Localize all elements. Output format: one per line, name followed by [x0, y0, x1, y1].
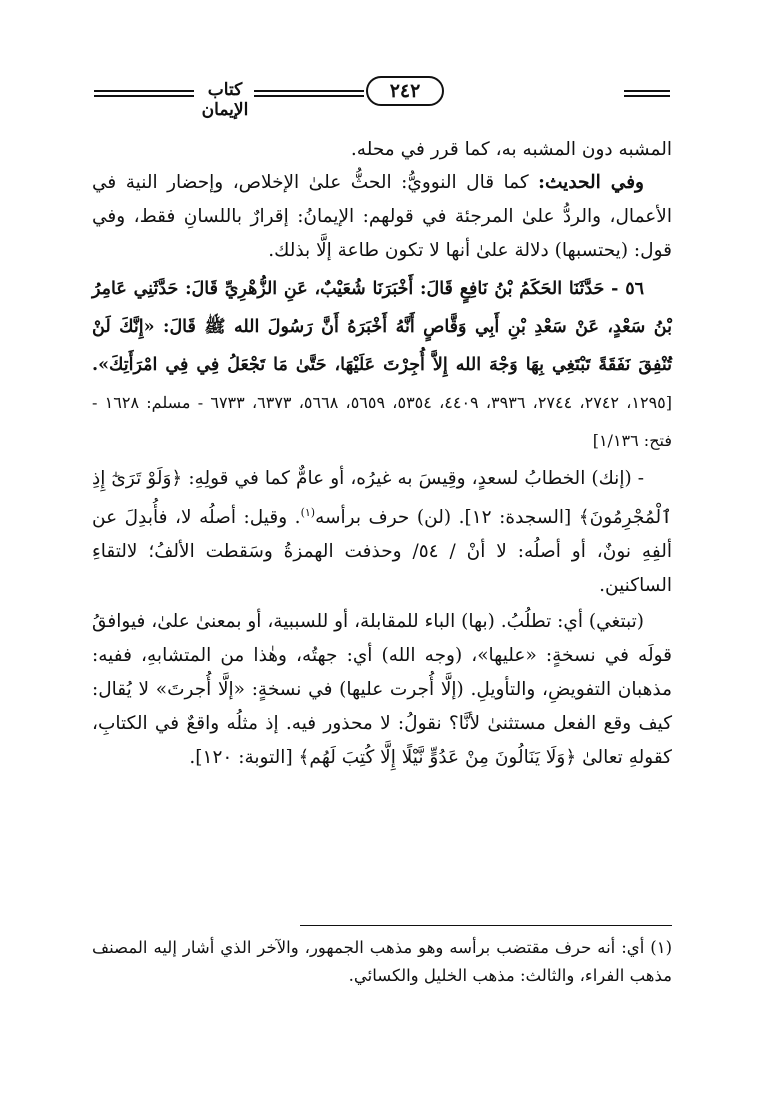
hadith-text: [92, 270, 672, 460]
book-title: كتاب الإيمان: [201, 80, 249, 120]
page-header: [94, 74, 670, 120]
paragraph-5: (تبتغي) أي: تطلُبُ. (بها) الباء للمقابلة، أو للسببية، أو بمعنىٰ علىٰ، فيوافقُ قولَه في نسخةٍ: «عليها»، (وجه الله) أي: جهتُه، وهٰذا من المتشابهِ، ففيه: مذهبان التفويضِ، والتأويلِ. (إلَّا أُجرت عليها) في نسخةٍ: «إلَّا أُجرتَ» لا يُقال: كيف وقع الفعل مستثنىٰ لأنَّا؟ نقولُ: لا محذور فيه. إذ مثلُه واقعٌ في الكتابِ، كقولهِ تعالىٰ ﴿وَلَا يَنَالُونَ مِنْ عَدُوٍّ نَّيْلًا إِلَّا كُتِبَ لَهُم﴾ [التوبة: ١٢٠].: [92, 611, 672, 769]
paragraph-2-text: كما قال النوويُّ: الحثُّ علىٰ الإخلاص، وإحضار النية في الأعمال، والردُّ علىٰ المرجئة في قولهم: الإيمانُ: إقرارٌ باللسانِ فقط، وفي قول: (يحتسبها) دلالة علىٰ أنها لا تكون طاعة إلَّا بذلك.: [92, 172, 672, 261]
header-rule-left: [94, 90, 194, 100]
paragraph-4: [92, 462, 672, 603]
page-number: ٢٤٢: [366, 76, 444, 106]
hadith-body: ٥٦ - حَدَّثَنَا الحَكَمُ بْنُ نَافِعٍ قَالَ: أَخْبَرَنَا شُعَيْبٌ، عَنِ الزُّهْرِيِّ قَالَ: حَدَّثَنِي عَامِرُ بْنُ سَعْدٍ، عَنْ سَعْدِ بْنِ أَبِي وَقَّاصٍ أَنَّهُ أَخْبَرَهُ أَنَّ رَسُولَ الله ﷺ قَالَ: «إِنَّكَ لَنْ تُنْفِقَ نَفَقَةً تَبْتَغِي بِهَا وَجْهَ الله إِلاَّ أُجِرْتَ عَلَيْهَا، حَتَّىٰ مَا تَجْعَلُ فِي فِي امْرَأَتِكَ».: [92, 279, 672, 375]
footnote-separator: [300, 925, 672, 926]
paragraph-2-lead: وفي الحديث:: [538, 172, 644, 193]
paragraph-1: المشبه دون المشبه به، كما قرر في محله.: [350, 139, 672, 160]
footnote-marker: (١): [300, 506, 316, 519]
hadith-references: [١٢٩٥، ٢٧٤٢، ٢٧٤٤، ٣٩٣٦، ٤٤٠٩، ٥٣٥٤، ٥٦٥٩، ٥٦٦٨، ٦٣٧٣، ٦٧٣٣ - مسلم: ١٦٢٨ - فتح: ١/١٣٦]: [92, 393, 672, 450]
header-rule-right: [624, 90, 670, 100]
header-rule-middle: [254, 90, 364, 100]
footnote: (١) أي: أنه حرف مقتضب برأسه وهو مذهب الجمهور، والآخر الذي أشار إليه المصنف مذهب الفراء، والثالث: مذهب الخليل والكسائي.: [92, 938, 672, 985]
paragraph-2: [92, 166, 672, 268]
paragraph-4-part-a: - (إنك) الخطابُ لسعدٍ، وقِيسَ به غيرُه، أو عامٌّ كما في قولِهِ: ﴿وَلَوْ تَرَىٰٓ إِذِ ٱلْمُجْرِمُونَ﴾ [السجدة: ١٢]. (لن) حرف برأسه: [92, 468, 673, 529]
paragraph-4-part-b: . وقيل: أصلُه لا، فأُبدِلَ عن ألفِهِ نونٌ، أو أصلُه: لا أنْ / ٥٤/ وحذفت الهمزةُ وسَقطت الألفُ؛ لالتقاءِ الساكنين.: [92, 507, 672, 597]
body-text: [92, 134, 672, 775]
